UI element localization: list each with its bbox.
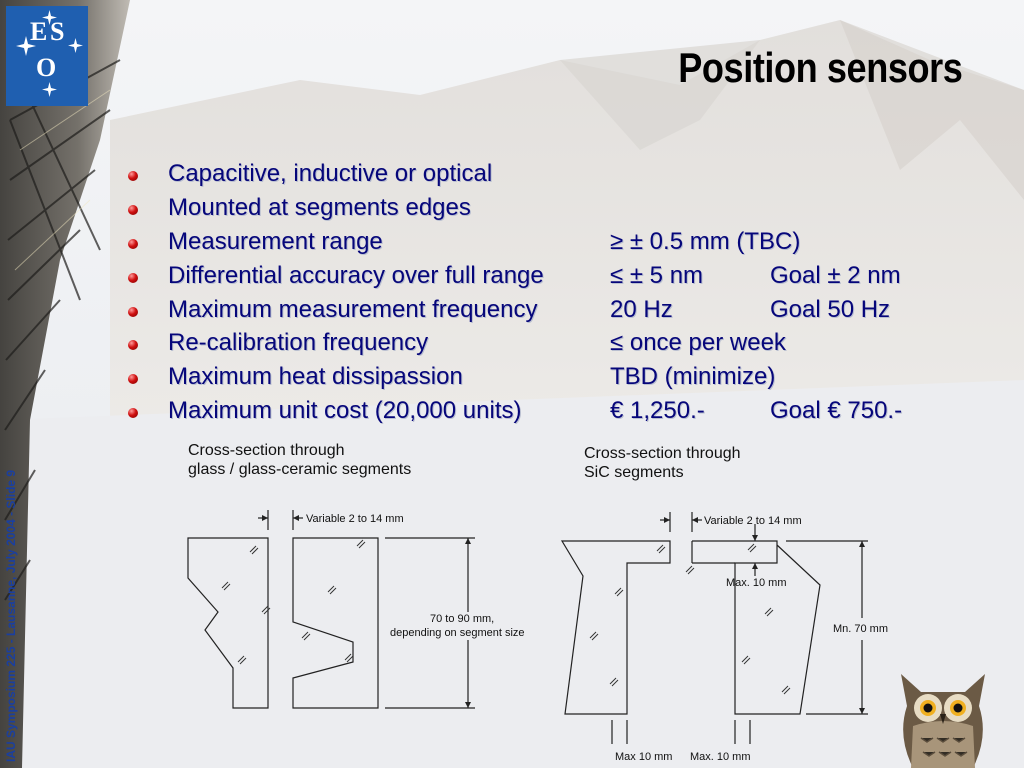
- svg-text:S: S: [50, 17, 65, 46]
- hatch-mark: [357, 540, 365, 548]
- bullet-goal: Goal 50 Hz: [770, 295, 891, 323]
- bullet-label: Differential accuracy over full range: [168, 261, 544, 289]
- sic-diagram-caption: [584, 444, 741, 482]
- bullet-item: [128, 296, 978, 330]
- hatch-mark: [610, 678, 618, 686]
- bullet-label: Maximum unit cost (20,000 units): [168, 397, 522, 425]
- bullet-item: [128, 194, 978, 228]
- height-dimension-label: depending on segment size: [390, 627, 525, 639]
- bullet-item: [128, 262, 978, 296]
- bullet-value: ≥ ± 0.5 mm (TBC): [610, 227, 801, 255]
- hatch-mark: [250, 546, 258, 554]
- hatch-mark: [262, 606, 270, 614]
- left-segment-outline: [188, 538, 268, 708]
- sic-cross-section-diagram: [555, 505, 900, 767]
- bullet-value: € 1,250.-: [610, 397, 705, 425]
- eso-logo-mark: [6, 6, 88, 106]
- bullet-value: 20 Hz: [610, 295, 673, 323]
- bullet-marker-icon: [128, 340, 138, 350]
- bottom-dimension-label: Max. 10 mm: [690, 751, 751, 763]
- bullet-item: [128, 228, 978, 262]
- glass-diagram-caption: [188, 441, 411, 479]
- bullet-marker-icon: [128, 374, 138, 384]
- bullet-marker-icon: [128, 205, 138, 215]
- bullet-goal: Goal ± 2 nm: [770, 261, 901, 289]
- hatch-mark: [590, 632, 598, 640]
- left-segment-outline: [562, 541, 670, 714]
- bullet-item: [128, 329, 978, 363]
- svg-text:E: E: [30, 17, 48, 46]
- slide-title: Position sensors: [677, 44, 962, 91]
- owl-mascot-icon: [893, 666, 993, 768]
- bullet-label: Measurement range: [168, 227, 383, 255]
- hatch-mark: [302, 632, 310, 640]
- glass-cross-section-diagram: [170, 500, 550, 722]
- caption-line: Cross-section through: [584, 445, 741, 462]
- caption-line: glass / glass-ceramic segments: [188, 461, 412, 478]
- height-dimension-label: Mn. 70 mm: [833, 623, 889, 635]
- svg-text:O: O: [36, 53, 57, 82]
- hatch-mark: [345, 654, 353, 662]
- caption-line: SiC segments: [584, 464, 684, 481]
- bullet-marker-icon: [128, 171, 138, 181]
- bottom-dimension-label: Max 10 mm: [615, 751, 673, 763]
- hatch-mark: [615, 588, 623, 596]
- hatch-mark: [782, 686, 790, 694]
- bullet-marker-icon: [128, 273, 138, 283]
- bullet-marker-icon: [128, 408, 138, 418]
- bullet-item: [128, 363, 978, 397]
- side-caption: IAU Symposium 225 - Lausanne, July 2004 - Slide 9: [4, 469, 18, 762]
- bullet-marker-icon: [128, 307, 138, 317]
- bullet-value: TBD (minimize): [610, 363, 776, 391]
- hatch-mark: [657, 545, 665, 553]
- height-dimension-label: 70 to 90 mm,: [430, 613, 495, 625]
- gap-dimension-label: Variable 2 to 14 mm: [306, 513, 404, 525]
- bullet-goal: Goal € 750.-: [770, 397, 903, 425]
- hatch-mark: [222, 582, 230, 590]
- bullet-label: Capacitive, inductive or optical: [168, 160, 493, 187]
- bullet-label: Maximum measurement frequency: [168, 295, 538, 323]
- bullet-item: [128, 397, 978, 431]
- bullet-label: Maximum heat dissipassion: [168, 363, 463, 391]
- hatch-mark: [328, 586, 336, 594]
- gap-dimension-label: Variable 2 to 14 mm: [704, 515, 802, 527]
- bullet-label: Re-calibration frequency: [168, 329, 429, 357]
- bullet-label: Mounted at segments edges: [168, 193, 471, 221]
- rib-dimension-label: Max. 10 mm: [726, 577, 787, 589]
- bullet-list: [128, 160, 978, 431]
- bullet-value: ≤ once per week: [610, 329, 786, 357]
- bullet-value: ≤ ± 5 nm: [610, 261, 704, 289]
- bullet-item: [128, 160, 978, 194]
- caption-line: Cross-section through: [188, 442, 345, 459]
- bullet-marker-icon: [128, 239, 138, 249]
- hatch-mark: [686, 566, 694, 574]
- hatch-mark: [748, 544, 756, 552]
- eso-logo: [6, 6, 88, 106]
- right-segment-outline: [293, 538, 378, 708]
- hatch-mark: [742, 656, 750, 664]
- hatch-mark: [765, 608, 773, 616]
- hatch-mark: [238, 656, 246, 664]
